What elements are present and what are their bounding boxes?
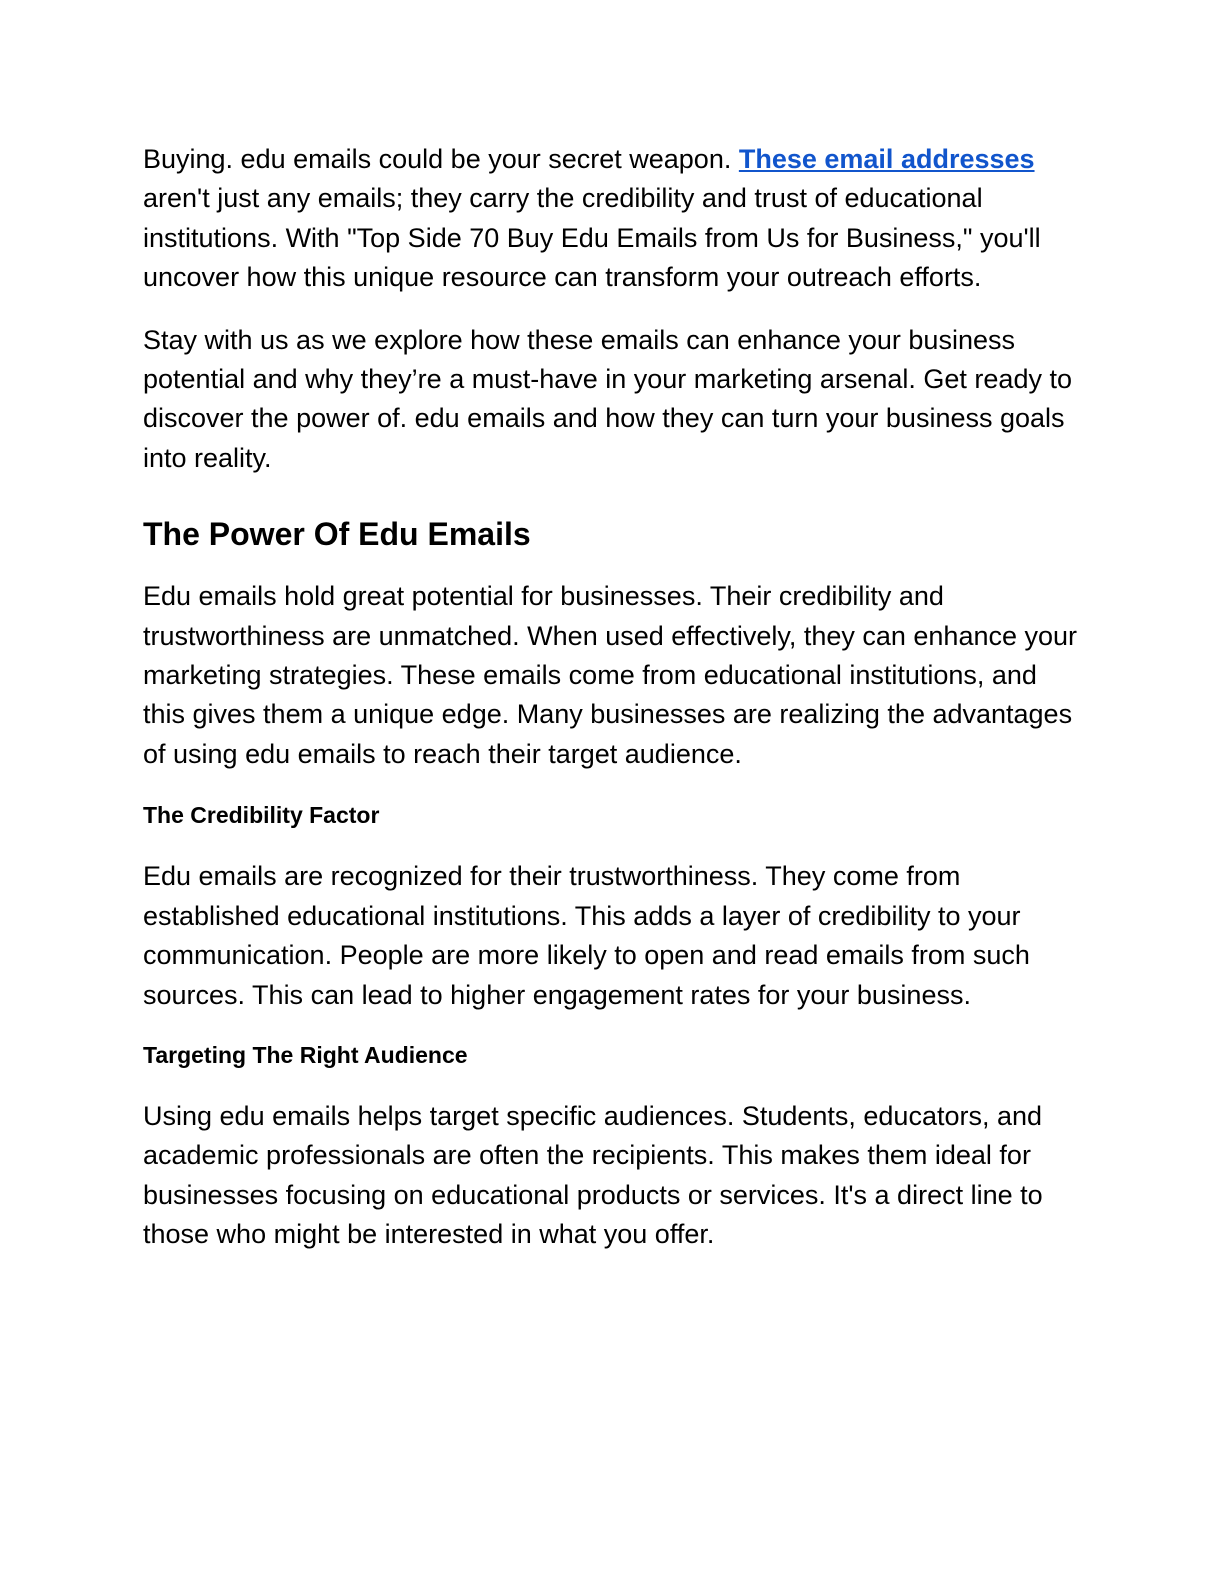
intro-text-before-link: Buying. edu emails could be your secret weapon. [143, 144, 739, 174]
paragraph-credibility: Edu emails are recognized for their trustworthiness. They come from established educational institutions. This adds a layer of credibility to your communication. People are more likely to open and read emails from such sources. This can lead to higher engagement rates for your business. [143, 861, 1030, 1010]
document-page [143, 140, 1083, 1255]
intro-text-after-link: aren't just any emails; they carry the credibility and trust of educational institutions. With "Top Side 70 Buy Edu Emails from Us for Business," you'll uncover how this unique resource can transform your outreach efforts. [143, 183, 1041, 293]
paragraph-edu-potential: Edu emails hold great potential for businesses. Their credibility and trustworthiness are unmatched. When used effectively, they can enhance your marketing strategies. These emails come from educational institutions, and this gives them a unique edge. Many businesses are realizing the advantages of using edu emails to reach their target audience. [143, 581, 1078, 769]
email-addresses-link[interactable]: These email addresses [738, 144, 1035, 174]
subheading-targeting-audience: Targeting The Right Audience [143, 1041, 468, 1068]
subheading-credibility-factor: The Credibility Factor [143, 802, 380, 829]
paragraph-targeting: Using edu emails helps target specific audiences. Students, educators, and academic professionals are often the recipients. This makes them ideal for businesses focusing on educational products or services. It's a direct line to those who might be interested in what you offer. [143, 1100, 1043, 1250]
section-heading-power-of-edu-emails: The Power Of Edu Emails [143, 516, 531, 553]
intro-paragraph [143, 140, 1083, 298]
paragraph-stay-with-us: Stay with us as we explore how these emails can enhance your business potential and why they’re a must-have in your marketing arsenal. Get ready to discover the power of. edu emails and how they can turn your business goals into reality. [143, 324, 1072, 473]
